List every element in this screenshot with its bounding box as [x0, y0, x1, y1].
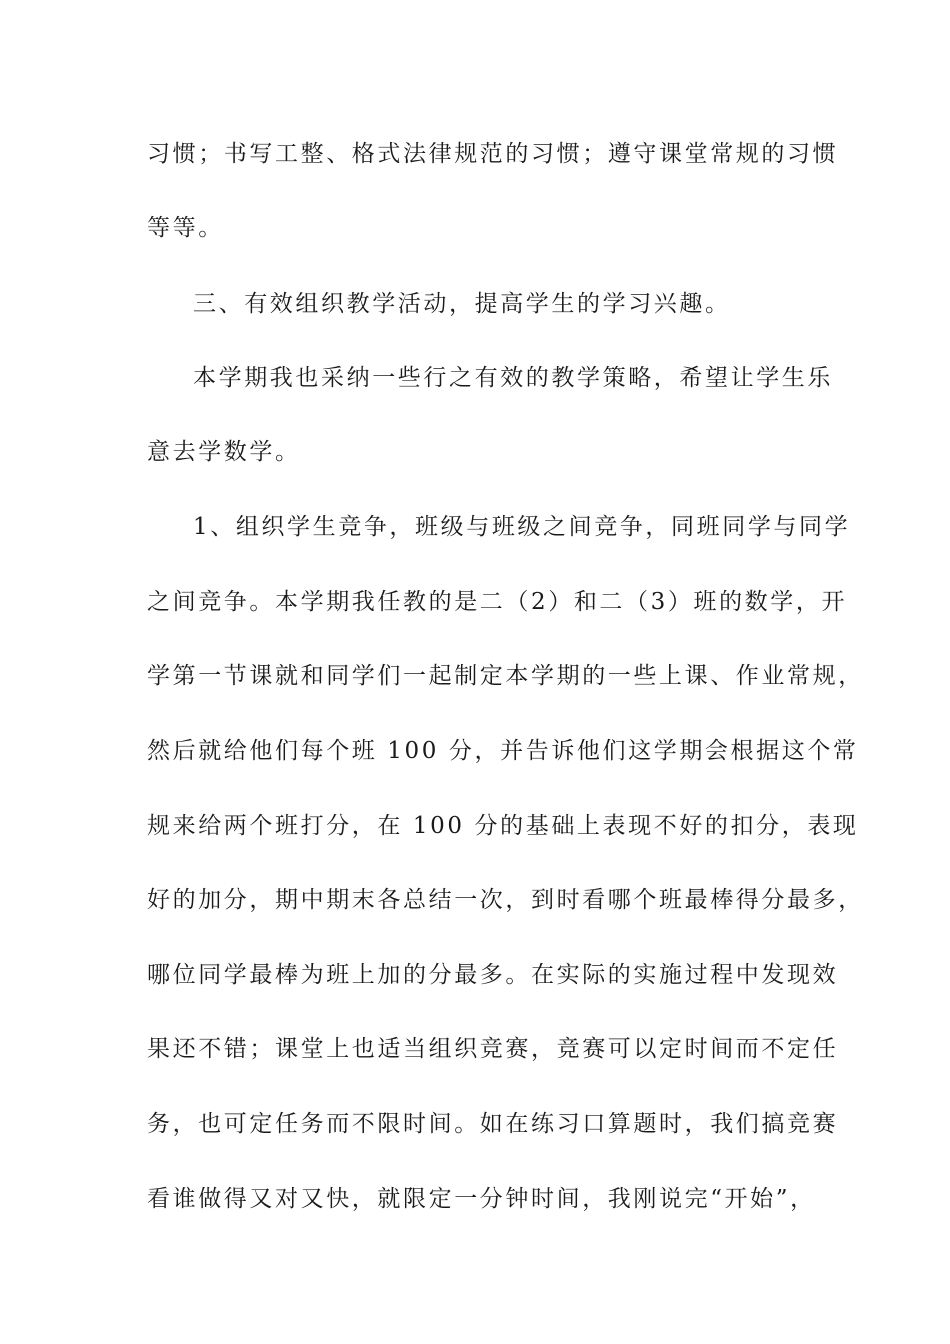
- paragraph-line: 之间竞争。本学期我任教的是二（2）和二（3）班的数学，开: [147, 589, 848, 615]
- paragraph-line: 务，也可定任务而不限时间。如在练习口算题时，我们搞竞赛: [147, 1111, 839, 1137]
- paragraph-line: 习惯；书写工整、格式法律规范的习惯；遵守课堂常规的习惯: [147, 141, 839, 167]
- paragraph-line: 学第一节课就和同学们一起制定本学期的一些上课、作业常规，: [147, 663, 864, 689]
- paragraph-line: 果还不错；课堂上也适当组织竞赛，竞赛可以定时间而不定任: [147, 1036, 839, 1062]
- paragraph-line: 本学期我也采纳一些行之有效的教学策略，希望让学生乐: [193, 365, 833, 391]
- paragraph-line: 等等。: [147, 215, 224, 241]
- paragraph-line: 好的加分，期中期末各总结一次，到时看哪个班最棒得分最多，: [147, 887, 864, 913]
- paragraph-line: 然后就给他们每个班 100 分，并告诉他们这学期会根据这个常: [147, 738, 859, 764]
- paragraph-line: 看谁做得又对又快，就限定一分钟时间，我刚说完“开始”，: [147, 1186, 816, 1212]
- paragraph-line: 意去学数学。: [147, 439, 301, 465]
- paragraph-line: 1、组织学生竞争，班级与班级之间竞争，同班同学与同学: [193, 514, 851, 540]
- paragraph-line: 哪位同学最棒为班上加的分最多。在实际的实施过程中发现效: [147, 962, 839, 988]
- paragraph-line: 规来给两个班打分，在 100 分的基础上表现不好的扣分，表现: [147, 813, 859, 839]
- section-heading: 三、有效组织教学活动，提高学生的学习兴趣。: [193, 291, 731, 317]
